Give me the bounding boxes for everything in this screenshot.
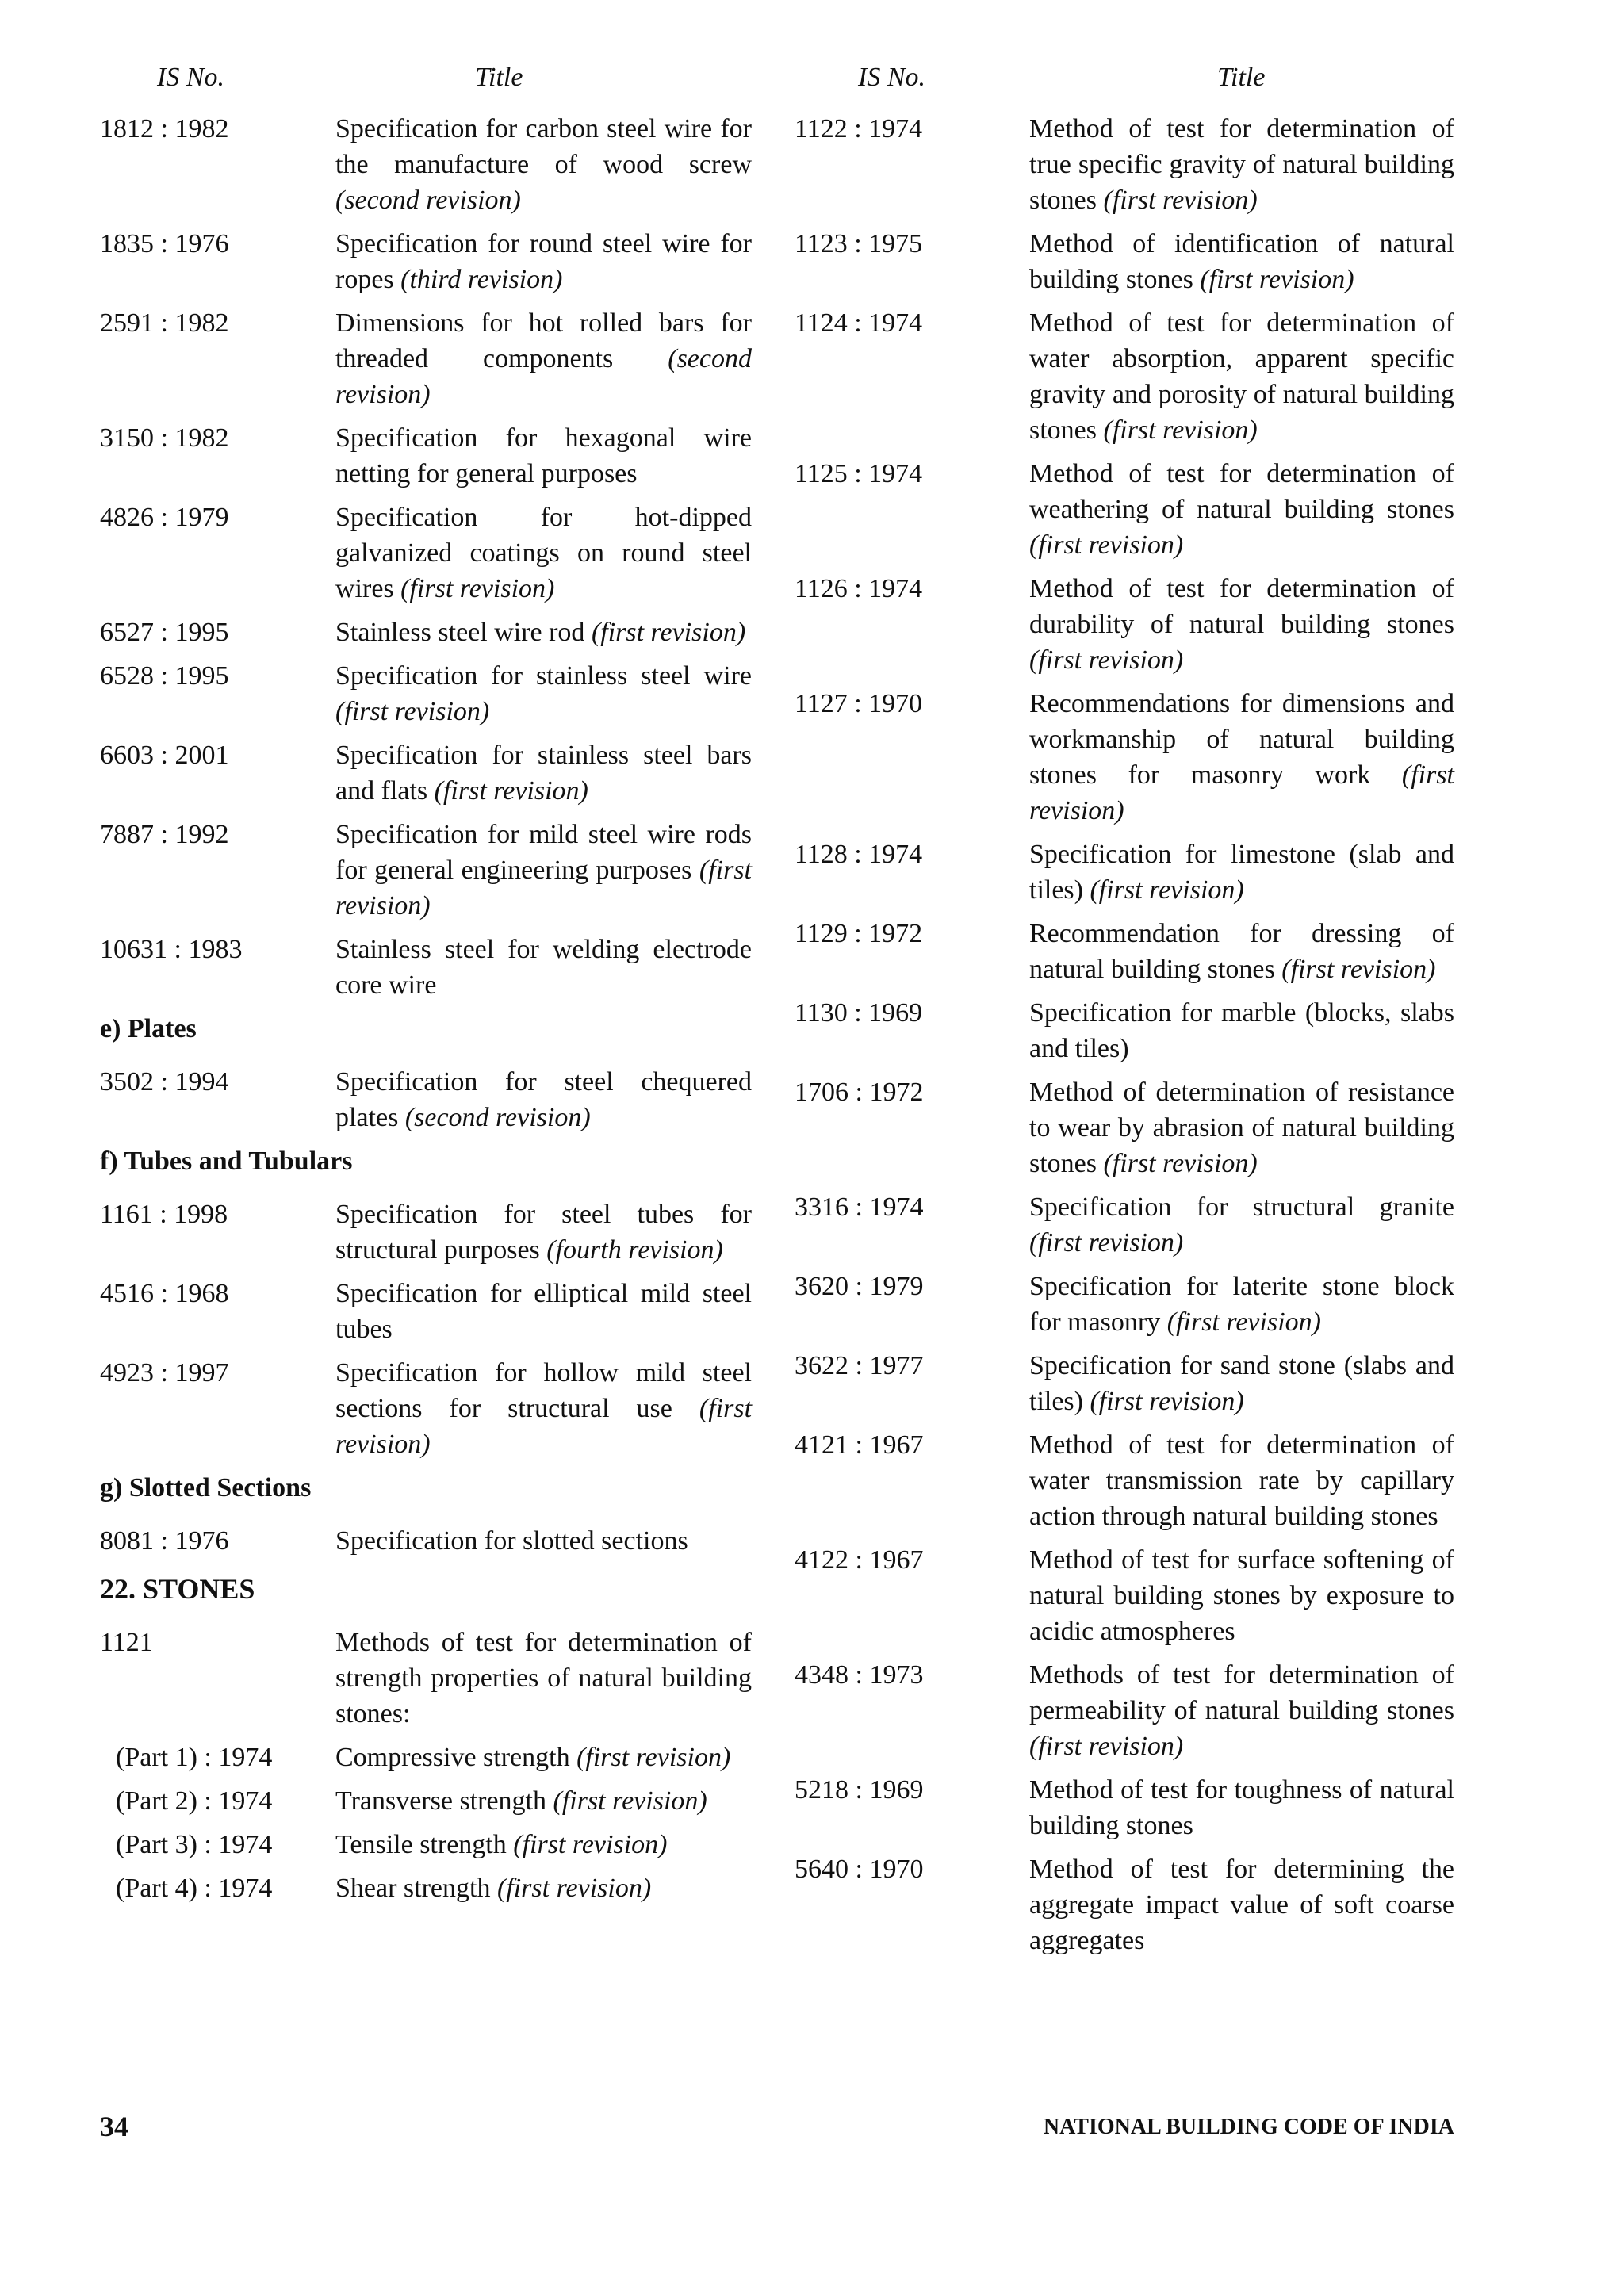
standard-row (795, 1772, 1454, 1843)
revision-note: (first revision) (335, 856, 752, 921)
title-text: Specification for stainless steel wire (335, 661, 752, 691)
standard-row (100, 614, 752, 650)
standard-title (335, 1355, 752, 1462)
standard-row (100, 1355, 752, 1462)
standard-title (335, 226, 752, 297)
standard-row (100, 1196, 752, 1268)
standard-title (335, 1625, 752, 1732)
revision-note: (first revision) (400, 574, 555, 603)
title-text: Specification for hexagonal wire netting for general purposes (335, 423, 752, 488)
title-text: Specification for limestone (slab and tiles) (1029, 840, 1454, 905)
title-text: Specification for round steel wire for ropes (335, 229, 752, 294)
standard-row (795, 1269, 1454, 1340)
standard-row (100, 737, 752, 809)
revision-note: (first revision) (335, 697, 490, 726)
title-text: Method of test for determination of true specific gravity of natural building stones (1029, 114, 1454, 215)
right-column-header (795, 59, 1454, 95)
standard-title (335, 658, 752, 729)
title-text: Method of test for determination of water absorption, apparent specific gravity and porosity of natural building stones (1029, 308, 1454, 445)
standard-title (335, 1064, 752, 1135)
title-text: Tensile strength (335, 1830, 507, 1859)
title-text: Specification for hollow mild steel sections for structural use (335, 1358, 752, 1423)
title-text: Specification for slotted sections (335, 1526, 688, 1556)
is-number: 4826 : 1979 (100, 503, 229, 532)
page-number: 34 (100, 2111, 128, 2142)
is-number: 1129 : 1972 (795, 919, 923, 948)
is-number: 3316 : 1974 (795, 1192, 924, 1222)
standard-row (795, 1851, 1454, 1958)
is-number: 1706 : 1972 (795, 1078, 924, 1107)
title-text: Recommendation for dressing of natural building stones (1029, 919, 1454, 984)
is-number: 3150 : 1982 (100, 423, 229, 453)
title-text: Methods of test for determination of permeability of natural building stones (1029, 1660, 1454, 1725)
standard-title (1029, 1542, 1454, 1649)
standard-row (795, 1348, 1454, 1419)
standard-title (335, 1523, 752, 1559)
title-text: Method of test for determination of weathering of natural building stones (1029, 459, 1454, 524)
title-text: Specification for elliptical mild steel tubes (335, 1279, 752, 1344)
standard-title (1029, 1657, 1454, 1764)
is-number: 1125 : 1974 (795, 459, 923, 488)
standard-row (795, 1657, 1454, 1764)
standard-title (1029, 226, 1454, 297)
standard-title (335, 932, 752, 1003)
is-number: 1123 : 1975 (795, 229, 923, 258)
standard-row (795, 226, 1454, 297)
revision-note: (first revision) (496, 1874, 652, 1903)
standard-title (1029, 1348, 1454, 1419)
revision-note: (first revision) (1029, 1228, 1184, 1257)
standard-title (1029, 456, 1454, 563)
section-heading: 22. STONES (100, 1573, 255, 1605)
standard-title (1029, 571, 1454, 678)
is-number: 10631 : 1983 (100, 935, 243, 964)
revision-note: (first revision) (1090, 875, 1244, 905)
revision-note: (first revision) (1166, 1307, 1321, 1337)
revision-note: (third revision) (400, 265, 563, 294)
is-number: (Part 3) : 1974 (116, 1830, 273, 1859)
revision-note: (first revision) (1029, 645, 1184, 675)
title-text: Stainless steel wire rod (335, 618, 585, 647)
standard-row (795, 1542, 1454, 1649)
title-text: Method of determination of resistance to wear by abrasion of natural building stones (1029, 1078, 1454, 1178)
standard-row (795, 1074, 1454, 1181)
standard-title (335, 1740, 752, 1775)
is-number: 1812 : 1982 (100, 114, 229, 144)
standard-title (1029, 995, 1454, 1066)
title-text: Specification for mild steel wire rods for general engineering purposes (335, 820, 752, 885)
right-column (795, 59, 1454, 1966)
standard-title (1029, 305, 1454, 448)
title-text: Method of test for surface softening of natural building stones by exposure to acidic atmospheres (1029, 1545, 1454, 1646)
standard-title (1029, 916, 1454, 987)
is-no-heading: IS No. (157, 63, 224, 92)
standard-title (1029, 111, 1454, 218)
section-heading: g) Slotted Sections (100, 1473, 312, 1502)
revision-note: (first revision) (1103, 415, 1258, 445)
standard-part-row (100, 1783, 752, 1819)
title-text: Specification for laterite stone block for masonry (1029, 1272, 1454, 1337)
standard-row (100, 658, 752, 729)
standard-title (335, 614, 752, 650)
standard-title (335, 420, 752, 492)
title-text: Method of test for toughness of natural building stones (1029, 1775, 1454, 1840)
standard-title (335, 305, 752, 412)
title-text: Shear strength (335, 1874, 491, 1903)
is-number: 4348 : 1973 (795, 1660, 924, 1690)
title-text: Specification for steel tubes for structural purposes (335, 1200, 752, 1265)
standard-title (335, 1276, 752, 1347)
revision-note: (first revision) (553, 1786, 707, 1816)
standard-row (795, 836, 1454, 908)
revision-note: (first revision) (1103, 186, 1258, 215)
standard-part-row (100, 1870, 752, 1906)
revision-note: (first revision) (1090, 1387, 1244, 1416)
standard-row (100, 1523, 752, 1559)
standard-title (335, 500, 752, 607)
title-text: Methods of test for determination of strength properties of natural building stones: (335, 1628, 752, 1728)
standard-title (335, 1196, 752, 1268)
standard-row (100, 420, 752, 492)
revision-note: (first revision) (1200, 265, 1354, 294)
is-number: 6527 : 1995 (100, 618, 229, 647)
revision-note: (first revision) (1029, 1732, 1184, 1761)
standard-row (795, 305, 1454, 448)
section-heading: e) Plates (100, 1014, 197, 1043)
title-text: Stainless steel for welding electrode core wire (335, 935, 752, 1000)
is-number: 3622 : 1977 (795, 1351, 924, 1380)
standard-title (335, 1827, 752, 1862)
standard-row (100, 500, 752, 607)
is-number: 6603 : 2001 (100, 741, 229, 770)
revision-note: (first revision) (576, 1743, 731, 1772)
is-number: (Part 4) : 1974 (116, 1874, 273, 1903)
page-footer (100, 2109, 1454, 2145)
standard-row (795, 686, 1454, 829)
left-column (100, 59, 752, 1914)
revision-note: (first revision) (1029, 530, 1184, 560)
is-number: 7887 : 1992 (100, 820, 229, 849)
standard-row (100, 305, 752, 412)
title-text: Specification for steel chequered plates (335, 1067, 752, 1132)
revision-note: (first revision) (1281, 955, 1436, 984)
standard-row (795, 1189, 1454, 1261)
revision-note: (fourth revision) (546, 1235, 723, 1265)
is-number: 1124 : 1974 (795, 308, 923, 338)
is-number: 3502 : 1994 (100, 1067, 229, 1097)
title-heading: Title (1217, 63, 1266, 92)
standard-row (100, 111, 752, 218)
title-text: Method of test for determination of durability of natural building stones (1029, 574, 1454, 639)
is-number: 1126 : 1974 (795, 574, 923, 603)
revision-note: (first revision) (335, 1394, 753, 1459)
standard-row (795, 111, 1454, 218)
is-number: 1128 : 1974 (795, 840, 923, 869)
standard-title (1029, 1851, 1454, 1958)
standard-title (1029, 1189, 1454, 1261)
is-number: 1130 : 1969 (795, 998, 923, 1028)
title-text: Specification for marble (blocks, slabs and tiles) (1029, 998, 1454, 1063)
section-heading: f) Tubes and Tubulars (100, 1146, 353, 1176)
standard-row (795, 456, 1454, 563)
standard-title (335, 111, 752, 218)
publication-title: NATIONAL BUILDING CODE OF INDIA (1043, 2115, 1454, 2139)
standard-title (335, 1783, 752, 1819)
standard-title (335, 817, 752, 924)
standard-title (1029, 686, 1454, 829)
is-number: 4923 : 1997 (100, 1358, 229, 1388)
is-number: 5218 : 1969 (795, 1775, 924, 1805)
is-no-heading: IS No. (858, 63, 925, 92)
standard-row (100, 1064, 752, 1135)
is-number: 5640 : 1970 (795, 1855, 924, 1884)
is-number: 4121 : 1967 (795, 1430, 924, 1460)
is-number: 1161 : 1998 (100, 1200, 228, 1229)
standard-part-row (100, 1827, 752, 1862)
title-text: Dimensions for hot rolled bars for threaded components (335, 308, 752, 373)
title-text: Specification for hot-dipped galvanized coatings on round steel wires (335, 503, 752, 603)
title-text: Transverse strength (335, 1786, 546, 1816)
revision-note: (first revision) (513, 1830, 668, 1859)
is-number: 1835 : 1976 (100, 229, 229, 258)
standard-row (795, 571, 1454, 678)
standard-row (100, 932, 752, 1003)
is-number: 1127 : 1970 (795, 689, 923, 718)
standard-row (100, 817, 752, 924)
revision-note: (first revision) (434, 776, 588, 806)
title-text: Specification for sand stone (slabs and tiles) (1029, 1351, 1454, 1416)
title-text: Specification for structural granite (1029, 1192, 1454, 1222)
is-number: 4516 : 1968 (100, 1279, 229, 1308)
is-number: 1121 (100, 1628, 153, 1657)
is-number: 8081 : 1976 (100, 1526, 229, 1556)
standard-row (795, 916, 1454, 987)
standard-title (1029, 1269, 1454, 1340)
revision-note: (first revision) (1103, 1149, 1258, 1178)
revision-note: (second revision) (335, 186, 521, 215)
revision-note: (second revision) (404, 1103, 591, 1132)
revision-note: (second revision) (335, 344, 752, 409)
is-number: 3620 : 1979 (795, 1272, 924, 1301)
standard-title (1029, 1772, 1454, 1843)
title-heading: Title (475, 63, 523, 92)
revision-note: (first revision) (591, 618, 746, 647)
standard-row (100, 1276, 752, 1347)
title-text: Recommendations for dimensions and workmanship of natural building stones for masonry work (1029, 689, 1454, 790)
standard-title (1029, 836, 1454, 908)
title-text: Method of test for determination of water transmission rate by capillary action through natural building stones (1029, 1430, 1454, 1531)
standard-part-row (100, 1740, 752, 1775)
standard-row (795, 995, 1454, 1066)
standard-title (1029, 1074, 1454, 1181)
standard-title (335, 737, 752, 809)
title-text: Specification for carbon steel wire for the manufacture of wood screw (335, 114, 752, 179)
title-text: Specification for stainless steel bars and flats (335, 741, 752, 806)
is-number: 4122 : 1967 (795, 1545, 924, 1575)
standard-row (100, 226, 752, 297)
is-number: 2591 : 1982 (100, 308, 229, 338)
is-number: 6528 : 1995 (100, 661, 229, 691)
standard-title (335, 1870, 752, 1906)
standard-title (1029, 1427, 1454, 1534)
title-text: Compressive strength (335, 1743, 570, 1772)
standard-row (100, 1625, 752, 1732)
is-number: (Part 2) : 1974 (116, 1786, 273, 1816)
is-number: (Part 1) : 1974 (116, 1743, 273, 1772)
left-column-header (100, 59, 752, 95)
is-number: 1122 : 1974 (795, 114, 923, 144)
revision-note: (first revision) (1029, 760, 1454, 825)
title-text: Method of test for determining the aggregate impact value of soft coarse aggregates (1029, 1855, 1454, 1955)
standard-row (795, 1427, 1454, 1534)
title-text: Method of identification of natural building stones (1029, 229, 1454, 294)
